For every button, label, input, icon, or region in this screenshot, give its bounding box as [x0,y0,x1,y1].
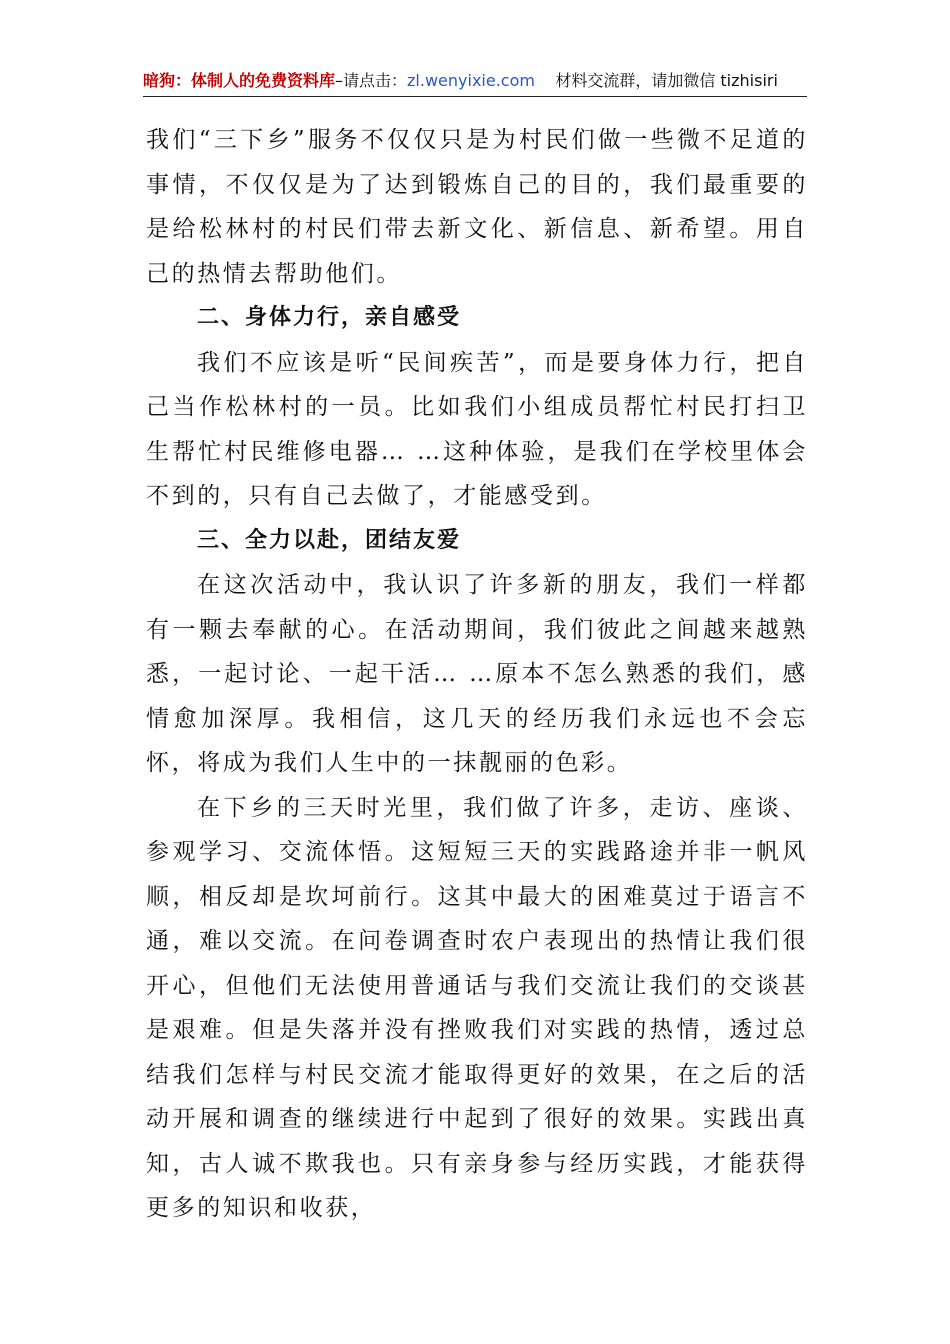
page-header [143,66,807,97]
header-wechat: 材料交流群，请加微信 tizhisiri [555,71,778,90]
header-link[interactable]: zl.wenyixie.com [407,71,535,90]
header-prompt: –请点击： [335,71,408,90]
header-brand: 暗狗：体制人的免费资料库 [143,71,336,90]
paragraph-section-3: 在这次活动中，我认识了许多新的朋友，我们一样都有一颗去奉献的心。在活动期间，我们彼此之间越来越熟悉，一起讨论、一起干活… …原本不怎么熟悉的我们，感情愈加深厚。我相信，这几天的经历我们永远也不会忘怀，将成为我们人生中的一抹靓丽的色彩。 [146,572,808,776]
paragraph-intro: 我们“三下乡”服务不仅仅只是为村民们做一些微不足道的事情，不仅仅是为了达到锻炼自己的目的，我们最重要的是给松林村的村民们带去新文化、新信息、新希望。用自己的热情去帮助他们。 [146,127,808,287]
paragraph-section-2: 我们不应该是听“民间疾苦”，而是要身体力行，把自己当作松林村的一员。比如我们小组成员帮忙村民打扫卫生帮忙村民维修电器… …这种体验，是我们在学校里体会不到的，只有自己去做了，才能感受到。 [146,349,808,509]
section-heading-3: 三、全力以赴，团结友爱 [197,527,462,553]
document-body [146,118,808,1231]
paragraph-reflection: 在下乡的三天时光里，我们做了许多，走访、座谈、参观学习、交流体悟。这短短三天的实践路途并非一帆风顺，相反却是坎坷前行。这其中最大的困难莫过于语言不通，难以交流。在问卷调查时农户表现出的热情让我们很开心，但他们无法使用普通话与我们交流让我们的交谈甚是艰难。但是失落并没有挫败我们对实践的热情，透过总结我们怎样与村民交流才能取得更好的效果，在之后的活动开展和调查的继续进行中起到了很好的效果。实践出真知，古人诚不欺我也。只有亲身参与经历实践，才能获得更多的知识和收获， [146,794,808,1221]
section-heading-2: 二、身体力行，亲自感受 [197,305,462,330]
header-spacer [535,71,555,90]
